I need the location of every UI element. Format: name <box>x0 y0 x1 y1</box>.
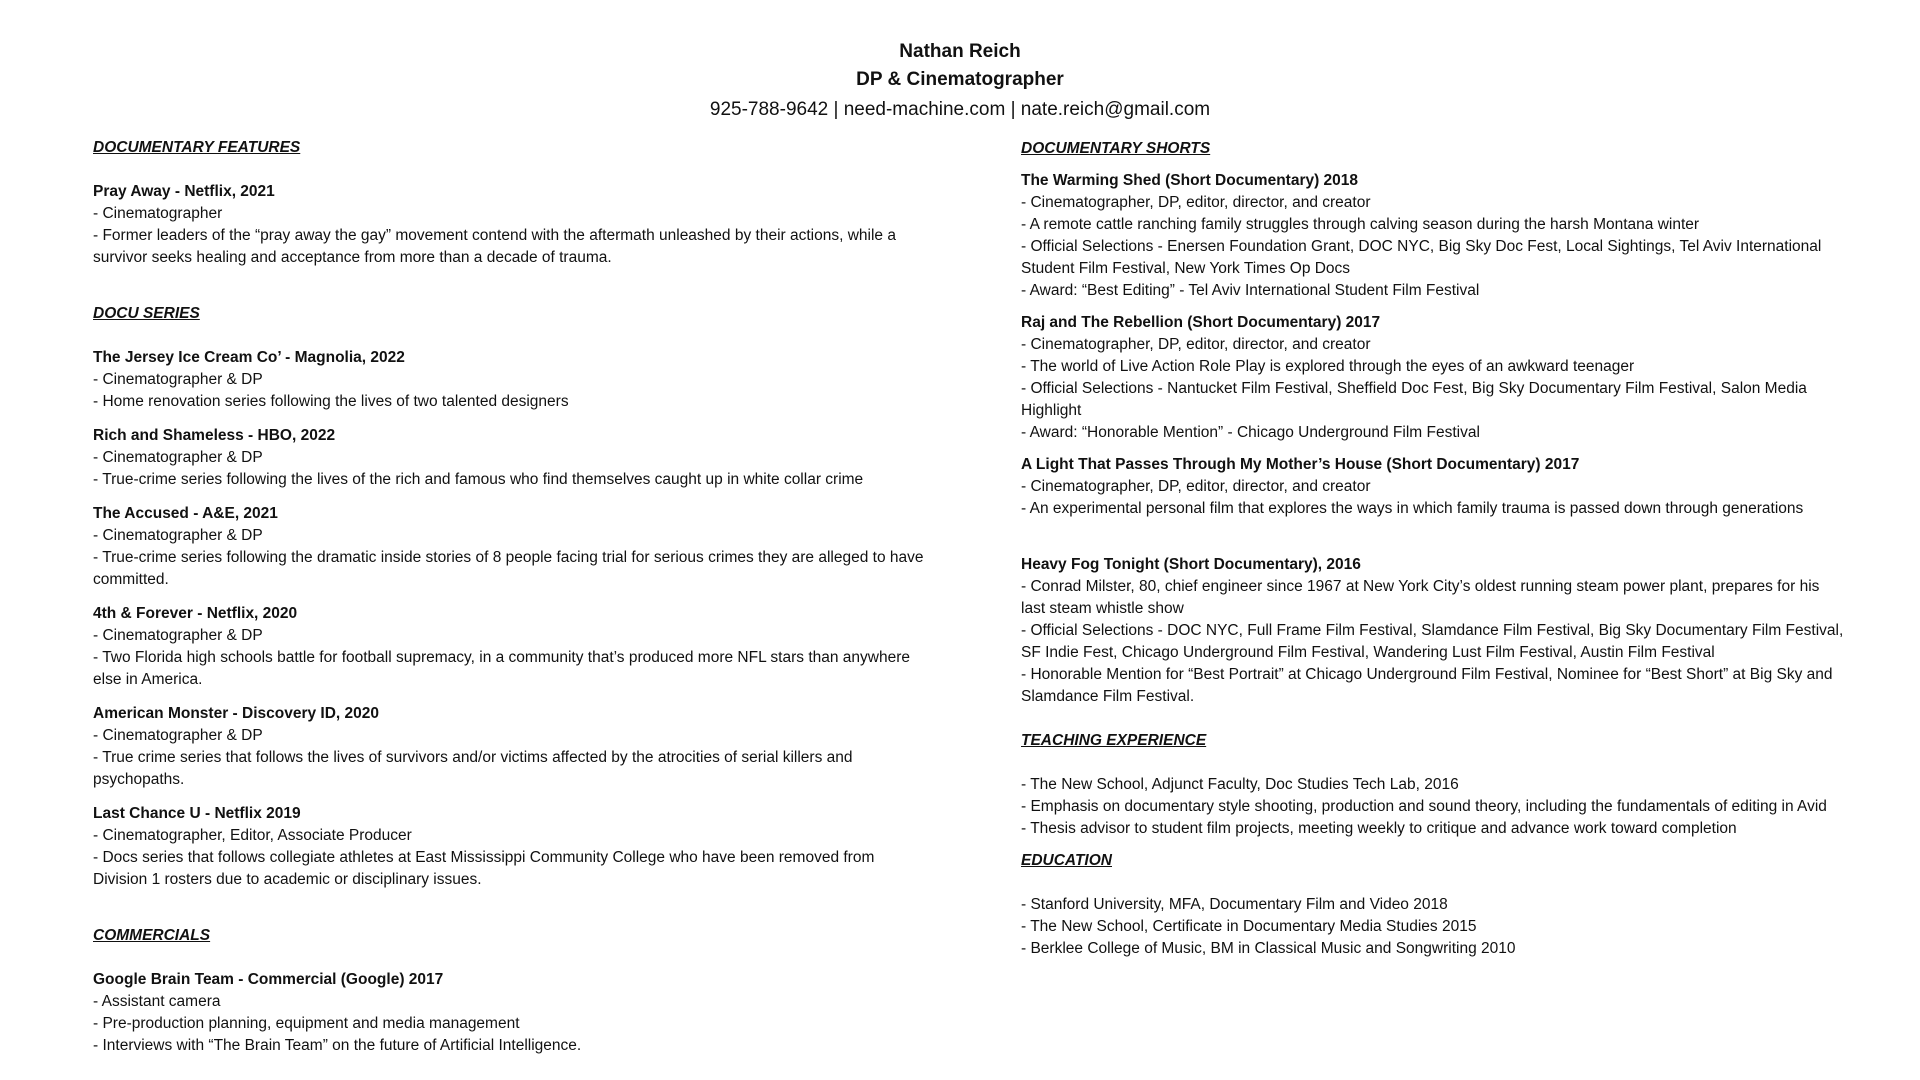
entry-line: - True-crime series following the dramatic inside stories of 8 people facing trial for serious crimes they are alleged to have <box>93 549 924 566</box>
entry-line: - Conrad Milster, 80, chief engineer since 1967 at New York City’s oldest running steam power plant, prepares for his <box>1021 578 1820 595</box>
entry-title: Raj and The Rebellion (Short Documentary) 2017 <box>1021 314 1381 331</box>
person-name: Nathan Reich <box>899 41 1021 62</box>
education-list <box>1021 894 1901 960</box>
entry-line: - Official Selections - Nantucket Film Festival, Sheffield Doc Fest, Big Sky Documentary Film Festival, Salon Media <box>1021 380 1807 397</box>
entry-title: American Monster - Discovery ID, 2020 <box>93 705 380 722</box>
right-column <box>1021 138 1901 960</box>
entry-line: - Pre-production planning, equipment and media management <box>93 1015 520 1032</box>
entry-title: Google Brain Team - Commercial (Google) 2017 <box>93 971 444 988</box>
entry-title: The Accused - A&E, 2021 <box>93 505 278 522</box>
entry-line: - Cinematographer, DP, editor, director, and creator <box>1021 194 1371 211</box>
entry-line: else in America. <box>93 671 203 688</box>
left-column <box>93 137 973 1057</box>
entry-line: Slamdance Film Festival. <box>1021 688 1195 705</box>
entry-line: - Assistant camera <box>93 993 221 1010</box>
education-line: - The New School, Certificate in Documentary Media Studies 2015 <box>1021 918 1477 935</box>
entry-title: Pray Away - Netflix, 2021 <box>93 183 275 200</box>
entry-line: committed. <box>93 571 169 588</box>
entry-line: - Cinematographer & DP <box>93 627 263 644</box>
entry-line: - Honorable Mention for “Best Portrait” at Chicago Underground Film Festival, Nominee for “Best Short” at Big Sky and <box>1021 666 1833 683</box>
entry-line: Highlight <box>1021 402 1082 419</box>
entry-line: - Cinematographer <box>93 205 223 222</box>
entry-a-light-that-passes <box>1021 454 1901 520</box>
entry-line: - Two Florida high schools battle for football supremacy, in a community that’s produced more NFL stars than anywhere <box>93 649 911 666</box>
entry-line: Division 1 rosters due to academic or disciplinary issues. <box>93 871 482 888</box>
teaching-list <box>1021 774 1901 840</box>
entry-line: - Cinematographer & DP <box>93 727 263 744</box>
entry-line: - Cinematographer, DP, editor, director, and creator <box>1021 336 1371 353</box>
entry-title: The Warming Shed (Short Documentary) 2018 <box>1021 172 1359 189</box>
resume-header <box>0 38 1920 124</box>
entry-line: - True-crime series following the lives of the rich and famous who find themselves caught up in white collar crime <box>93 471 864 488</box>
entry-pray-away <box>93 181 973 269</box>
entry-4th-and-forever <box>93 603 973 691</box>
entry-line: - Interviews with “The Brain Team” on the future of Artificial Intelligence. <box>93 1037 582 1054</box>
entry-line: - True crime series that follows the lives of survivors and/or victims affected by the atrocities of serial killers and <box>93 749 853 766</box>
teaching-line: - Thesis advisor to student film projects, meeting weekly to critique and advance work toward completion <box>1021 820 1737 837</box>
entry-line: last steam whistle show <box>1021 600 1184 617</box>
education-line: - Stanford University, MFA, Documentary Film and Video 2018 <box>1021 896 1448 913</box>
entry-warming-shed <box>1021 170 1901 302</box>
entry-line: - A remote cattle ranching family struggles through calving season during the harsh Montana winter <box>1021 216 1700 233</box>
section-heading-education: EDUCATION <box>1021 852 1112 869</box>
entry-line: - Home renovation series following the lives of two talented designers <box>93 393 569 410</box>
teaching-line: - The New School, Adjunct Faculty, Doc Studies Tech Lab, 2016 <box>1021 776 1459 793</box>
person-title: DP & Cinematographer <box>856 69 1064 90</box>
entry-line: - Award: “Honorable Mention” - Chicago Underground Film Festival <box>1021 424 1480 441</box>
section-heading-documentary-features: DOCUMENTARY FEATURES <box>93 139 301 156</box>
entry-american-monster <box>93 703 973 791</box>
entry-line: - The world of Live Action Role Play is explored through the eyes of an awkward teenager <box>1021 358 1635 375</box>
entry-last-chance-u <box>93 803 973 891</box>
entry-line: - Cinematographer, Editor, Associate Producer <box>93 827 412 844</box>
entry-line: survivor seeks healing and acceptance from more than a decade of trauma. <box>93 249 612 266</box>
entry-line: - Cinematographer & DP <box>93 527 263 544</box>
entry-line: - Official Selections - Enersen Foundation Grant, DOC NYC, Big Sky Doc Fest, Local Sightings, Tel Aviv International <box>1021 238 1822 255</box>
entry-line: - Official Selections - DOC NYC, Full Frame Film Festival, Slamdance Film Festival, Big Sky Documentary Film Festival, <box>1021 622 1844 639</box>
entry-title: Heavy Fog Tonight (Short Documentary), 2016 <box>1021 556 1361 573</box>
contact-line: 925-788-9642 | need-machine.com | nate.reich@gmail.com <box>709 99 1211 120</box>
entry-line: psychopaths. <box>93 771 185 788</box>
section-heading-documentary-shorts: DOCUMENTARY SHORTS <box>1021 140 1211 157</box>
entry-line: SF Indie Fest, Chicago Underground Film Festival, Wandering Lust Film Festival, Austin Film Festival <box>1021 644 1715 661</box>
teaching-line: - Emphasis on documentary style shooting, production and sound theory, including the fundamentals of editing in Avid <box>1021 798 1827 815</box>
entry-line: - Award: “Best Editing” - Tel Aviv International Student Film Festival <box>1021 282 1480 299</box>
section-heading-docu-series: DOCU SERIES <box>93 305 200 322</box>
entry-line: - An experimental personal film that explores the ways in which family trauma is passed down through generations <box>1021 500 1804 517</box>
entry-heavy-fog-tonight <box>1021 554 1901 708</box>
entry-line: - Cinematographer, DP, editor, director, and creator <box>1021 478 1371 495</box>
entry-title: Rich and Shameless - HBO, 2022 <box>93 427 336 444</box>
entry-line: - Cinematographer & DP <box>93 371 263 388</box>
entry-line: - Cinematographer & DP <box>93 449 263 466</box>
entry-title: A Light That Passes Through My Mother’s House (Short Documentary) 2017 <box>1021 456 1580 473</box>
entry-raj-and-the-rebellion <box>1021 312 1901 444</box>
entry-line: Student Film Festival, New York Times Op Docs <box>1021 260 1351 277</box>
education-line: - Berklee College of Music, BM in Classical Music and Songwriting 2010 <box>1021 940 1516 957</box>
entry-line: - Former leaders of the “pray away the gay” movement contend with the aftermath unleashed by their actions, while a <box>93 227 896 244</box>
entry-the-accused <box>93 503 973 591</box>
entry-title: The Jersey Ice Cream Co’ - Magnolia, 2022 <box>93 349 405 366</box>
entry-rich-and-shameless <box>93 425 973 491</box>
entry-title: 4th & Forever - Netflix, 2020 <box>93 605 298 622</box>
entry-title: Last Chance U - Netflix 2019 <box>93 805 301 822</box>
entry-google-brain-team <box>93 969 973 1057</box>
section-heading-commercials: COMMERCIALS <box>93 927 211 944</box>
section-heading-teaching-experience: TEACHING EXPERIENCE <box>1021 732 1207 749</box>
entry-line: - Docs series that follows collegiate athletes at East Mississippi Community College who have been removed from <box>93 849 875 866</box>
entry-jersey-ice-cream <box>93 347 973 413</box>
